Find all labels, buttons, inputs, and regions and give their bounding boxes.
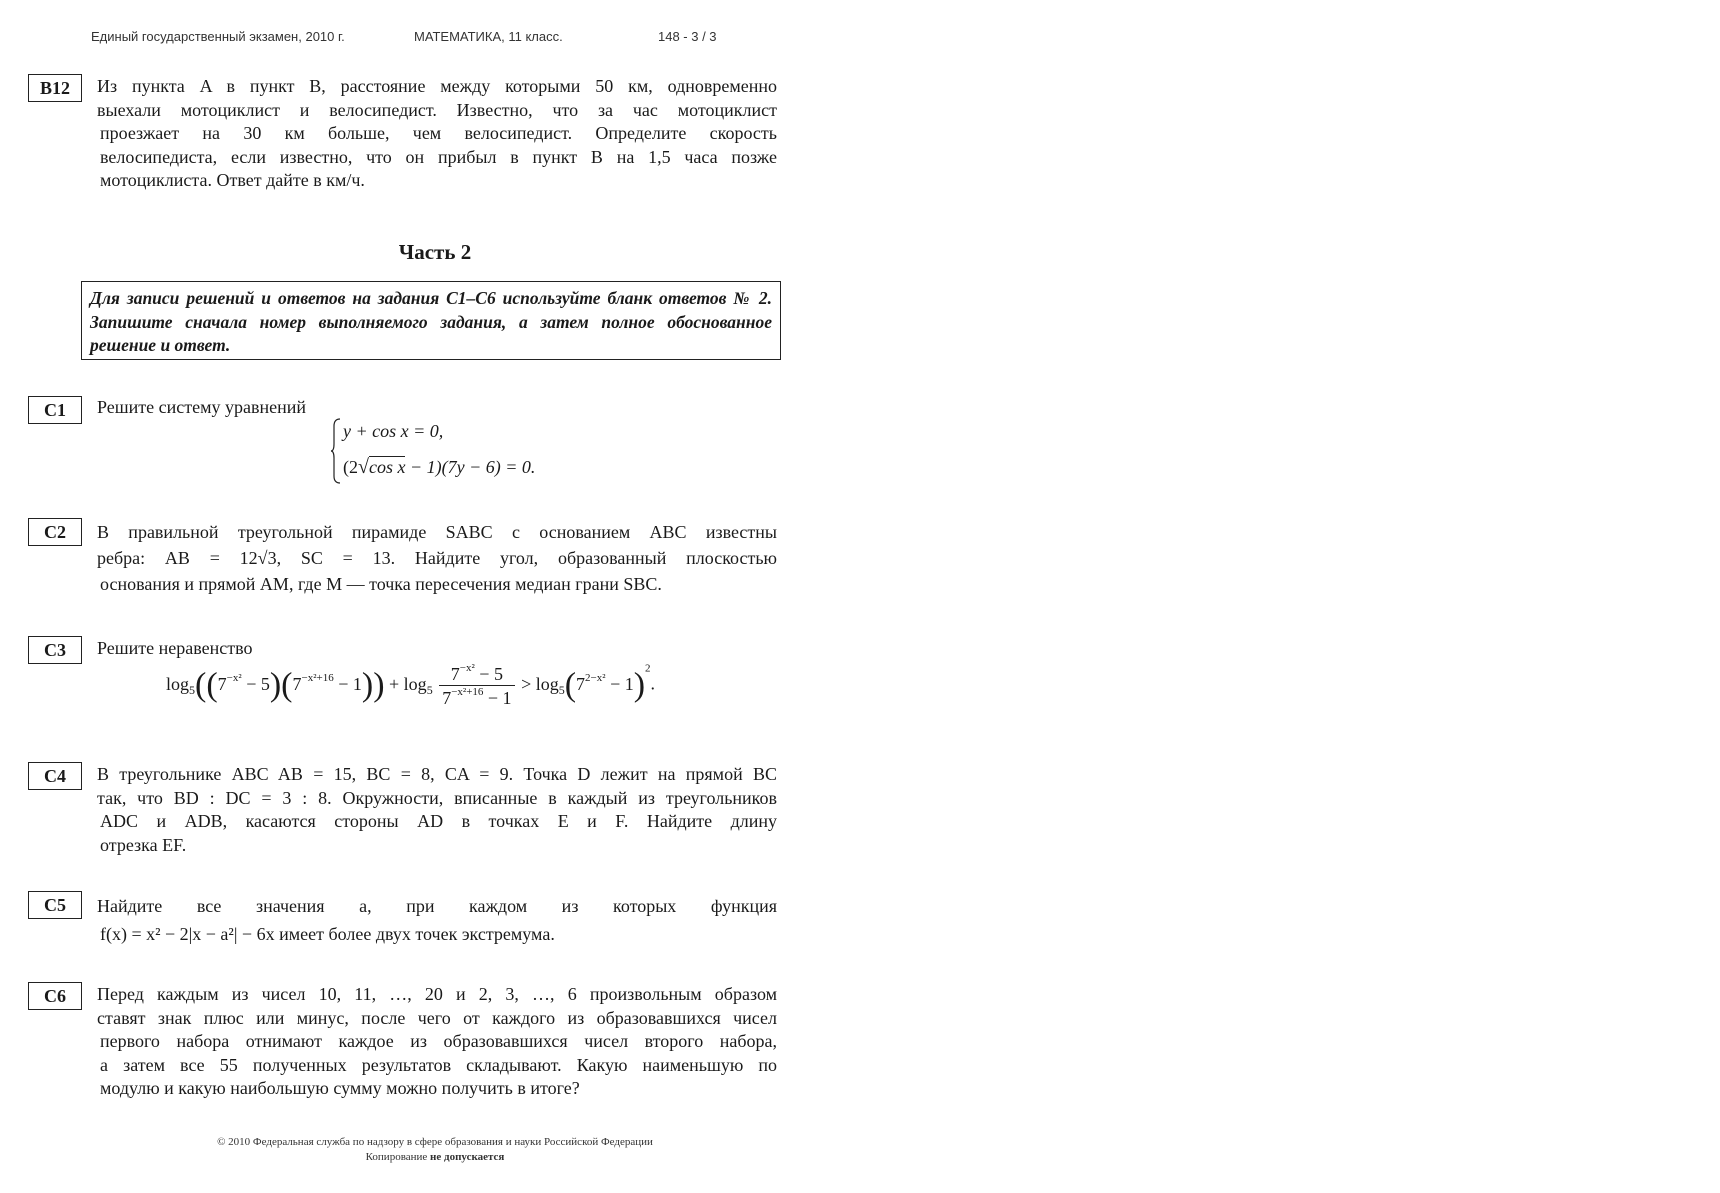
task-c6-text (97, 983, 777, 1101)
c2-line: В правильной треугольной пирамиде SABC с основанием ABC известны (97, 522, 777, 542)
footer-copy-notice (0, 1151, 870, 1163)
b12-line: мотоциклиста. Ответ дайте в км/ч. (100, 170, 365, 190)
c6-line: первого набора отнимают каждое из образовавшихся чисел второго набора, (100, 1031, 777, 1051)
c2-line: основания и прямой AM, где M — точка пересечения медиан грани SBC. (100, 574, 662, 594)
c4-line: так, что BD : DC = 3 : 8. Окружности, вписанные в каждый из треугольников (97, 787, 777, 808)
part-title: Часть 2 (398, 240, 472, 264)
task-c1-text: Решите систему уравнений (97, 397, 306, 417)
c1-eq2-start: (2 (343, 457, 358, 477)
footer-copyright: © 2010 Федеральная служба по надзору в сфере образования и науки Российской Федерации (217, 1136, 653, 1148)
footer-copy-bold: не допускается (430, 1151, 505, 1163)
instruction-box: Для записи решений и ответов на задания C1–C6 используйте бланк ответов № 2. Запишите сначала номер выполняемого задания, а затем полное обоснованное решение и ответ. (81, 281, 781, 360)
system-brace (331, 418, 341, 484)
task-label-c5: C5 (28, 891, 82, 919)
task-label-c2: C2 (28, 518, 82, 546)
task-c5-text (97, 892, 777, 948)
sqrt-sign: √ (358, 456, 369, 478)
footer-copy-prefix: Копирование (365, 1151, 431, 1163)
c1-eq2-end: − 1)(7y − 6) = 0. (405, 457, 536, 477)
task-c4-text (97, 763, 777, 857)
c5-line: Найдите все значения a, при каждом из которых функция (97, 896, 777, 916)
header-page: 148 - 3 / 3 (658, 29, 717, 44)
task-label-b12: B12 (28, 74, 82, 102)
c1-eq2-radicand: cos x (368, 457, 406, 477)
c6-line: Перед каждым из чисел 10, 11, …, 20 и 2, 3, …, 6 произвольным образом (97, 984, 777, 1004)
c1-equation-1: y + cos x = 0, (343, 421, 444, 441)
task-label-c3: C3 (28, 636, 82, 664)
c4-line: ADC и ADB, касаются стороны AD в точках E и F. Найдите длину (100, 811, 777, 831)
task-c3-text: Решите неравенство (97, 638, 253, 658)
task-label-c6: C6 (28, 982, 82, 1010)
task-c2-text (97, 519, 777, 597)
c3-inequality: $\log_5((7^{-x^2} - 5)(7^{-x^2+16} - 1)) + \log_5$ $\frac{7^{-x^2} - 5}{7^{-x^2+16} - 1}$ > $\log_5(7^{2-x^2} - 1)^2$. (166, 662, 656, 708)
c1-equation-2 (343, 456, 535, 479)
c4-line: отрезка EF. (100, 834, 187, 855)
c3-fraction: $\frac{7^{-x^2} - 5}{7^{-x^2+16} - 1}$ (439, 662, 514, 709)
c4-line: В треугольнике ABC AB = 15, BC = 8, CA = 9. Точка D лежит на прямой BC (97, 764, 777, 784)
task-b12-text (97, 75, 777, 193)
c5-line: f(x) = x² − 2|x − a²| − 6x имеет более двух точек экстремума. (100, 924, 555, 944)
c2-line: ребра: AB = 12√3, SC = 13. Найдите угол, образованный плоскостью (97, 548, 777, 568)
b12-line: проезжает на 30 км больше, чем велосипедист. Определите скорость (100, 123, 777, 143)
c6-line: модулю и какую наибольшую сумму можно получить в итоге? (100, 1078, 580, 1098)
c6-line: ставят знак плюс или минус, после чего от каждого из образовавшихся чисел (97, 1007, 777, 1028)
task-label-c1: C1 (28, 396, 82, 424)
c6-line: а затем все 55 полученных результатов складывают. Какую наименьшую по (100, 1054, 777, 1075)
task-label-c4: C4 (28, 762, 82, 790)
b12-line: выехали мотоциклист и велосипедист. Известно, что за час мотоциклист (97, 99, 777, 120)
header-exam: Единый государственный экзамен, 2010 г. (91, 29, 345, 44)
b12-line: велосипедиста, если известно, что он прибыл в пункт B на 1,5 часа позже (100, 146, 777, 167)
b12-line: Из пункта A в пункт B, расстояние между которыми 50 км, одновременно (97, 76, 777, 96)
header-subject: МАТЕМАТИКА, 11 класс. (414, 29, 563, 44)
